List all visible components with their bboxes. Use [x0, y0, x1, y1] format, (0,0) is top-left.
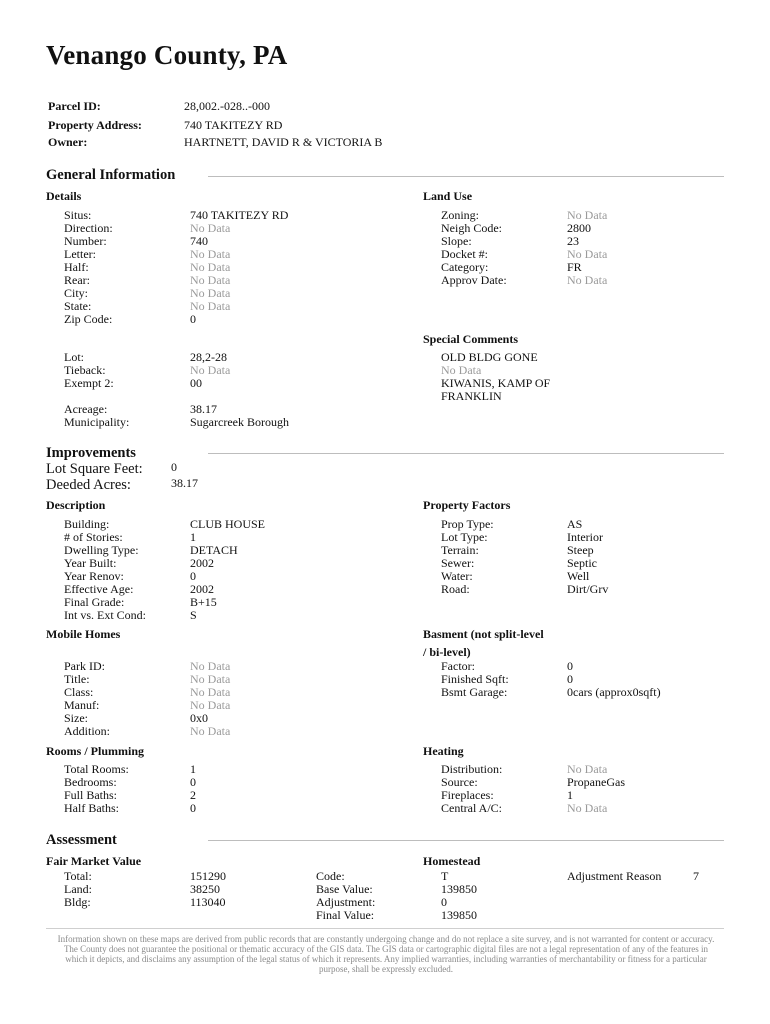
field-label: Effective Age:	[64, 582, 134, 596]
basement-list	[441, 659, 661, 699]
field-value: 0	[441, 895, 447, 909]
details-acreage-list	[64, 402, 289, 429]
field-label: Neigh Code:	[441, 221, 502, 235]
deeded-acres-label: Deeded Acres:	[46, 477, 131, 493]
field-label: Acreage:	[64, 402, 108, 416]
field-value: No Data	[567, 247, 608, 261]
field-label: Adjustment:	[316, 895, 376, 909]
field-label: Letter:	[64, 247, 96, 261]
section-divider	[208, 840, 724, 841]
field-value: 38250	[190, 882, 220, 896]
land-use-list	[441, 208, 608, 287]
comment-line: No Data	[441, 363, 482, 377]
field-row	[316, 908, 477, 922]
property-factors-heading: Property Factors	[423, 498, 511, 512]
field-label: Land:	[64, 882, 92, 896]
field-value: 0cars (approx0sqft)	[567, 685, 661, 699]
field-value: Dirt/Grv	[567, 582, 609, 596]
rooms-plumbing-heading: Rooms / Plumming	[46, 744, 145, 758]
disclaimer-text: Information shown on these maps are derived from public records that are constantly undergoing change and do not replace a site survey, and is not warranted for content or accuracy. The County does not guarantee the positional or thematic accuracy of the GIS data. The GIS data or cartographic digital files are not a legal representation of any of the features in which it depicts, and disclaims any assumption of the legal status of which it represents. Any implied warranties, including warranties of merchantability or fitness for a particular purpose, shall be expressly excluded.	[57, 934, 715, 974]
section-divider	[208, 176, 724, 177]
field-label: Park ID:	[64, 659, 105, 673]
field-value: PropaneGas	[567, 775, 625, 789]
field-value: CLUB HOUSE	[190, 517, 266, 531]
improvements-heading: Improvements	[46, 445, 136, 461]
field-label: Half:	[64, 260, 89, 274]
field-value: 1	[567, 788, 573, 802]
field-label: City:	[64, 286, 89, 300]
field-label: Fireplaces:	[441, 788, 494, 802]
lot-square-feet-value: 0	[171, 460, 177, 474]
field-label: Year Built:	[64, 556, 117, 570]
field-row	[441, 582, 609, 596]
field-value: Sugarcreek Borough	[190, 415, 289, 429]
field-value: DETACH	[190, 543, 238, 557]
field-value: 740	[190, 234, 208, 248]
field-label: Total Rooms:	[64, 762, 129, 776]
footer-divider	[46, 928, 724, 929]
field-row	[64, 415, 289, 429]
field-label: Number:	[64, 234, 107, 248]
assessment-heading: Assessment	[46, 832, 117, 848]
field-value: 0	[567, 672, 573, 686]
lot-square-feet-label: Lot Square Feet:	[46, 461, 143, 477]
parcel-id-value: 28,002.-028..-000	[184, 99, 270, 113]
field-label: Direction:	[64, 221, 113, 235]
field-label: Zoning:	[441, 208, 479, 222]
field-label: Rear:	[64, 273, 90, 287]
property-address-value: 740 TAKITEZY RD	[184, 118, 283, 132]
field-value: No Data	[567, 208, 608, 222]
field-value: 0	[567, 659, 573, 673]
field-label: Class:	[64, 685, 94, 699]
field-value: 1	[190, 530, 196, 544]
field-value: 2002	[190, 556, 214, 570]
field-label: Size:	[64, 711, 88, 725]
field-label: Title:	[64, 672, 90, 686]
field-label: Building:	[64, 517, 110, 531]
description-heading: Description	[46, 498, 106, 512]
homestead-list	[316, 869, 477, 922]
field-value: No Data	[567, 801, 608, 815]
basement-heading-line2: / bi-level)	[423, 645, 471, 659]
details-lot-list	[64, 350, 231, 390]
field-label: Code:	[316, 869, 345, 883]
field-value: AS	[567, 517, 583, 531]
field-label: Water:	[441, 569, 473, 583]
field-row	[64, 608, 197, 622]
parcel-id-label: Parcel ID:	[48, 99, 101, 113]
field-value: No Data	[190, 221, 231, 235]
field-label: Bsmt Garage:	[441, 685, 508, 699]
basement-heading-line1: Basment (not split-level	[423, 627, 544, 641]
general-information-heading: General Information	[46, 167, 176, 183]
field-row	[64, 376, 202, 390]
field-label: Dwelling Type:	[64, 543, 139, 557]
field-label: Final Value:	[316, 908, 375, 922]
field-value: No Data	[190, 363, 231, 377]
field-value: 139850	[441, 908, 477, 922]
adjustment-reason-label: Adjustment Reason	[567, 869, 662, 883]
field-value: B+15	[190, 595, 217, 609]
field-label: Manuf:	[64, 698, 100, 712]
field-value: No Data	[190, 698, 231, 712]
owner-value: HARTNETT, DAVID R & VICTORIA B	[184, 135, 383, 149]
field-value: 151290	[190, 869, 226, 883]
field-value: Well	[567, 569, 590, 583]
special-comments-heading: Special Comments	[423, 332, 518, 346]
field-label: State:	[64, 299, 92, 313]
field-label: Situs:	[64, 208, 92, 222]
details-list	[64, 208, 289, 326]
page-title: Venango County, PA	[46, 40, 288, 70]
field-value: No Data	[567, 273, 608, 287]
field-label: # of Stories:	[64, 530, 123, 544]
field-value: 0	[190, 569, 196, 583]
field-value: 0	[190, 312, 196, 326]
field-value: 38.17	[190, 402, 217, 416]
field-value: No Data	[190, 286, 231, 300]
field-label: Bldg:	[64, 895, 91, 909]
property-factors-list	[441, 517, 609, 596]
field-value: 2800	[567, 221, 591, 235]
field-value: No Data	[190, 685, 231, 699]
field-value: T	[441, 869, 449, 883]
field-label: Slope:	[441, 234, 472, 248]
field-row	[64, 801, 196, 815]
basement-heading	[423, 627, 544, 660]
field-label: Prop Type:	[441, 517, 494, 531]
field-value: 2002	[190, 582, 214, 596]
field-row	[64, 312, 196, 326]
heating-list	[441, 762, 625, 815]
field-label: Addition:	[64, 724, 111, 738]
field-row	[64, 895, 226, 909]
rooms-list	[64, 762, 196, 815]
deeded-acres-value: 38.17	[171, 476, 198, 490]
field-row	[441, 273, 608, 287]
field-value: Steep	[567, 543, 594, 557]
field-value: Interior	[567, 530, 603, 544]
field-value: Septic	[567, 556, 597, 570]
field-value: 2	[190, 788, 196, 802]
field-label: Full Baths:	[64, 788, 118, 802]
field-label: Bedrooms:	[64, 775, 117, 789]
field-row	[441, 685, 661, 699]
field-value: 0x0	[190, 711, 208, 725]
field-label: Zip Code:	[64, 312, 113, 326]
field-row	[64, 724, 231, 738]
field-value: 0	[190, 801, 196, 815]
field-label: Approv Date:	[441, 273, 507, 287]
field-label: Half Baths:	[64, 801, 119, 815]
field-label: Central A/C:	[441, 801, 502, 815]
field-label: Finished Sqft:	[441, 672, 509, 686]
field-value: 00	[190, 376, 202, 390]
field-row	[441, 801, 608, 815]
section-divider	[208, 453, 724, 454]
field-label: Factor:	[441, 659, 475, 673]
field-label: Category:	[441, 260, 489, 274]
owner-label: Owner:	[48, 135, 88, 149]
field-label: Int vs. Ext Cond:	[64, 608, 147, 622]
field-label: Docket #:	[441, 247, 488, 261]
field-value: FR	[567, 260, 582, 274]
field-value: No Data	[190, 672, 231, 686]
field-label: Lot Type:	[441, 530, 488, 544]
field-value: 23	[567, 234, 579, 248]
comment-line: OLD BLDG GONE	[441, 350, 538, 364]
homestead-heading: Homestead	[423, 854, 481, 868]
field-label: Sewer:	[441, 556, 475, 570]
field-label: Exempt 2:	[64, 376, 114, 390]
field-value: No Data	[190, 659, 231, 673]
field-value: 0	[190, 775, 196, 789]
field-value: 113040	[190, 895, 226, 909]
details-heading: Details	[46, 189, 82, 203]
field-value: No Data	[190, 299, 231, 313]
field-value: No Data	[190, 724, 231, 738]
field-value: 139850	[441, 882, 477, 896]
field-label: Base Value:	[316, 882, 373, 896]
field-label: Distribution:	[441, 762, 503, 776]
comment-line: FRANKLIN	[441, 389, 502, 403]
field-value: S	[190, 608, 197, 622]
field-label: Source:	[441, 775, 478, 789]
heating-heading: Heating	[423, 744, 464, 758]
field-value: No Data	[190, 273, 231, 287]
fair-market-value-heading: Fair Market Value	[46, 854, 142, 868]
field-value: No Data	[190, 260, 231, 274]
special-comments-list	[441, 351, 550, 403]
field-label: Year Renov:	[64, 569, 124, 583]
field-label: Terrain:	[441, 543, 479, 557]
field-label: Final Grade:	[64, 595, 125, 609]
mobile-homes-heading: Mobile Homes	[46, 627, 121, 641]
field-value: 740 TAKITEZY RD	[190, 208, 289, 222]
mobile-homes-list	[64, 659, 231, 738]
adjustment-reason-value: 7	[693, 869, 699, 883]
description-list	[64, 517, 266, 622]
field-label: Tieback:	[64, 363, 106, 377]
field-label: Road:	[441, 582, 470, 596]
field-value: 1	[190, 762, 196, 776]
field-label: Total:	[64, 869, 92, 883]
field-label: Lot:	[64, 350, 84, 364]
field-value: No Data	[190, 247, 231, 261]
field-label: Municipality:	[64, 415, 130, 429]
field-value: No Data	[567, 762, 608, 776]
fair-market-value-list	[64, 869, 226, 909]
land-use-heading: Land Use	[423, 189, 473, 203]
comment-line: KIWANIS, KAMP OF	[441, 376, 551, 390]
field-value: 28,2-28	[190, 350, 227, 364]
property-address-label: Property Address:	[48, 118, 142, 132]
